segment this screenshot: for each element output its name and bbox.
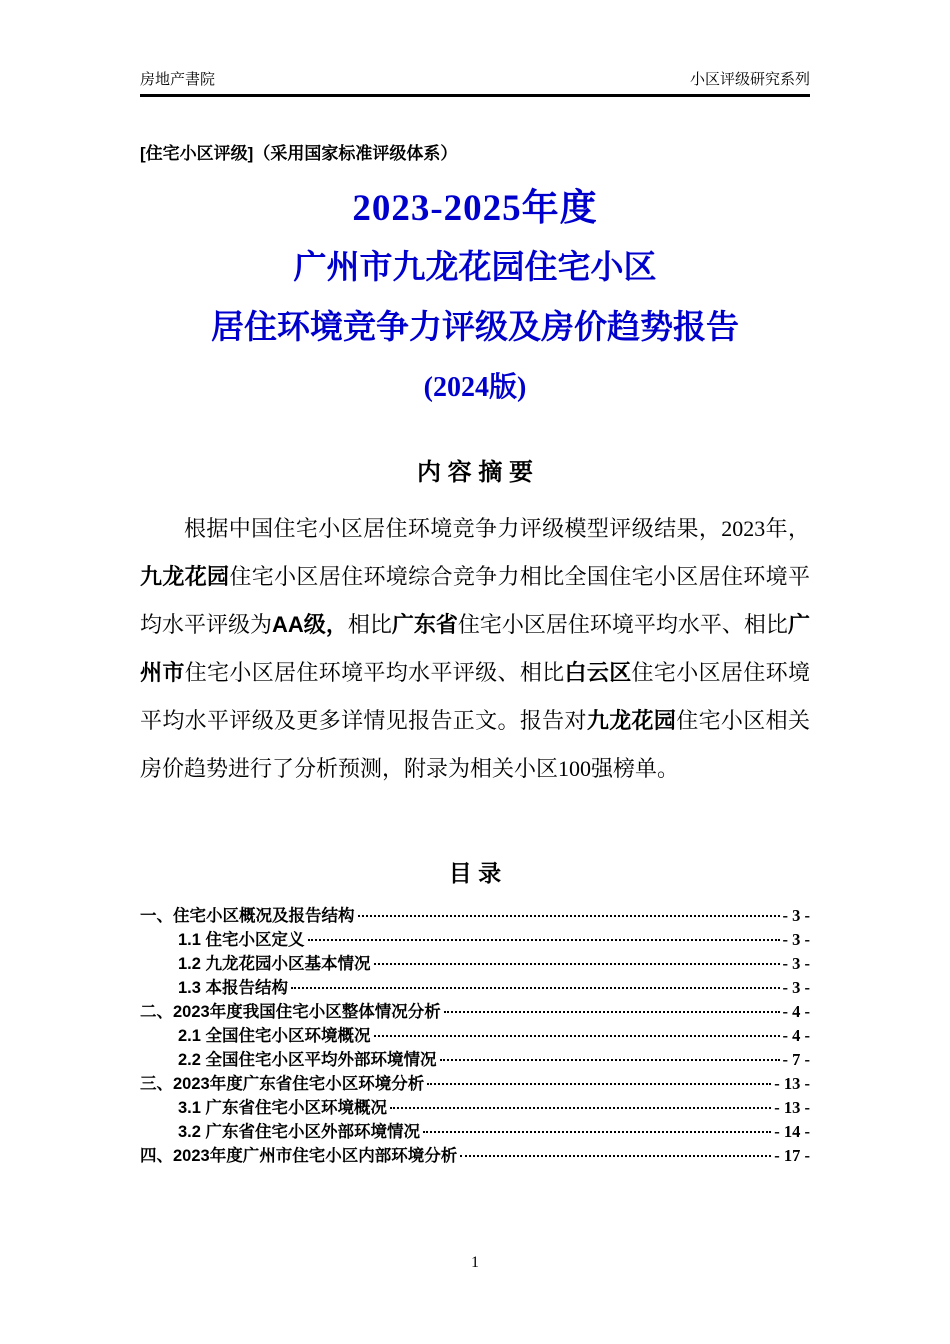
title-block <box>140 190 810 402</box>
title-line-2: 广州市九龙花园住宅小区 <box>293 250 657 286</box>
toc-item-label: 2.1 全国住宅小区环境概况 <box>178 1027 371 1045</box>
toc-item-label: 一、住宅小区概况及报告结构 <box>140 907 355 925</box>
toc-item <box>140 1022 810 1046</box>
toc-item <box>140 902 810 926</box>
toc-item <box>140 1094 810 1118</box>
abstract-segment: 住宅小区居住环境综合竞争力相比全国住宅小区居住环境平均水平评级为 <box>140 564 810 637</box>
toc-item <box>140 950 810 974</box>
toc-item-page: - 4 - <box>782 1002 810 1021</box>
toc-dot-leader <box>308 939 780 941</box>
abstract-segment: 广东省 <box>391 612 458 637</box>
toc <box>140 902 810 1166</box>
toc-item <box>140 1118 810 1142</box>
page-number: 1 <box>471 1254 479 1271</box>
abstract-segment: 相比 <box>347 612 392 637</box>
toc-item <box>140 1046 810 1070</box>
toc-item-label: 二、2023年度我国住宅小区整体情况分析 <box>140 1003 441 1021</box>
toc-item-page: - 7 - <box>782 1050 810 1069</box>
toc-dot-leader <box>374 1035 780 1037</box>
toc-dot-leader <box>374 963 780 965</box>
toc-item <box>140 926 810 950</box>
toc-dot-leader <box>440 1059 780 1061</box>
abstract-heading: 内 容 摘 要 <box>416 459 533 486</box>
report-tag: [住宅小区评级]（采用国家标准评级体系） <box>140 144 458 163</box>
toc-dot-leader <box>390 1107 771 1109</box>
abstract-segment: 住宅小区相关房价趋势进行了分析预测，附录为相关小区100强榜单。 <box>140 708 810 781</box>
toc-item-page: - 13 - <box>774 1098 810 1117</box>
abstract-segment: 住宅小区居住环境平均水平、相比 <box>457 612 788 637</box>
toc-item-page: - 3 - <box>782 906 810 925</box>
abstract-segment: 九龙花园 <box>140 564 230 589</box>
toc-item <box>140 1142 810 1166</box>
toc-dot-leader <box>444 1011 780 1013</box>
toc-item-label: 1.2 九龙花园小区基本情况 <box>178 955 371 973</box>
toc-item-page: - 3 - <box>782 930 810 949</box>
toc-dot-leader <box>427 1083 771 1085</box>
title-line-1: 2023-2025年度 <box>352 188 598 229</box>
toc-item-label: 3.2 广东省住宅小区外部环境情况 <box>178 1123 421 1141</box>
toc-item <box>140 1070 810 1094</box>
toc-item-label: 四、2023年度广州市住宅小区内部环境分析 <box>140 1147 458 1165</box>
header-left-text: 房地产書院 <box>140 72 216 88</box>
toc-item <box>140 998 810 1022</box>
page-header <box>140 68 810 97</box>
abstract-segment: 住宅小区居住环境平均水平评级、相比 <box>184 660 565 685</box>
header-right-text: 小区评级研究系列 <box>689 72 810 88</box>
toc-item-page: - 4 - <box>782 1026 810 1045</box>
toc-dot-leader <box>291 987 779 989</box>
toc-dot-leader <box>358 915 780 917</box>
toc-item-page: - 14 - <box>774 1122 810 1141</box>
abstract-paragraph <box>140 505 810 793</box>
toc-item-page: - 3 - <box>782 978 810 997</box>
toc-item-label: 1.3 本报告结构 <box>178 979 289 997</box>
title-line-4: (2024版) <box>423 372 527 403</box>
abstract-segment: 白云区 <box>564 660 632 685</box>
toc-item-page: - 13 - <box>774 1074 810 1093</box>
toc-item-label: 2.2 全国住宅小区平均外部环境情况 <box>178 1051 437 1069</box>
toc-item <box>140 974 810 998</box>
abstract-segment: 住宅小区居住环境平均水平评级及更多详情见报告正文。报告对 <box>140 660 810 733</box>
toc-item-label: 1.1 住宅小区定义 <box>178 931 305 949</box>
abstract-segment: 根据中国住宅小区居住环境竞争力评级模型评级结果，2023年， <box>184 516 810 541</box>
toc-item-page: - 3 - <box>782 954 810 973</box>
abstract-segment: 九龙花园 <box>586 708 677 733</box>
toc-item-label: 三、2023年度广东省住宅小区环境分析 <box>140 1075 425 1093</box>
toc-dot-leader <box>460 1155 771 1157</box>
title-line-3: 居住环境竞争力评级及房价趋势报告 <box>211 310 739 346</box>
toc-item-label: 3.1 广东省住宅小区环境概况 <box>178 1099 388 1117</box>
toc-dot-leader <box>423 1131 771 1133</box>
abstract-segment: 广州市 <box>140 612 810 685</box>
toc-heading: 目 录 <box>448 860 502 886</box>
toc-item-page: - 17 - <box>774 1146 810 1165</box>
abstract-segment: AA级， <box>272 612 348 637</box>
